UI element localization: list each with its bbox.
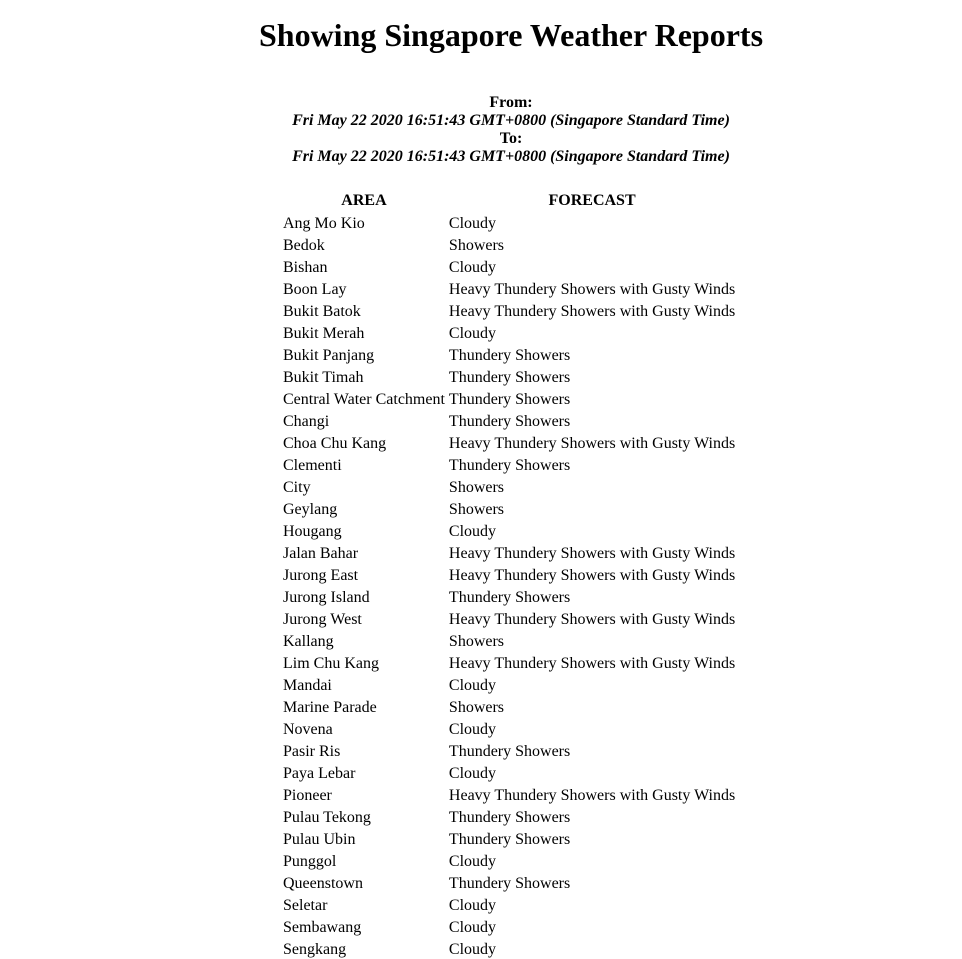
forecast-cell: Heavy Thundery Showers with Gusty Winds	[448, 787, 736, 804]
table-row	[282, 566, 736, 586]
table-row	[282, 786, 736, 806]
from-label: From:	[489, 94, 533, 111]
table-row	[282, 456, 736, 476]
area-cell: Marine Parade	[283, 699, 377, 716]
area-cell: Changi	[283, 413, 330, 430]
table-row	[282, 808, 736, 828]
forecast-cell: Showers	[448, 479, 505, 496]
table-row	[282, 258, 736, 278]
forecast-cell: Thundery Showers	[448, 391, 571, 408]
forecast-cell: Heavy Thundery Showers with Gusty Winds	[448, 567, 736, 584]
table-row	[282, 940, 736, 959]
area-cell: Novena	[283, 721, 333, 738]
area-cell: Punggol	[283, 853, 337, 870]
area-cell: Pulau Tekong	[283, 809, 371, 826]
area-cell: Kallang	[283, 633, 334, 650]
table-row	[282, 720, 736, 740]
area-cell: Jurong West	[283, 611, 362, 628]
forecast-cell: Cloudy	[448, 765, 497, 782]
forecast-cell: Cloudy	[448, 941, 497, 958]
area-cell: Bukit Timah	[283, 369, 364, 386]
area-cell: Bishan	[283, 259, 328, 276]
table-row	[282, 500, 736, 520]
forecast-cell: Thundery Showers	[448, 875, 571, 892]
forecast-cell: Cloudy	[448, 721, 497, 738]
area-cell: Clementi	[283, 457, 342, 474]
forecast-cell: Heavy Thundery Showers with Gusty Winds	[448, 611, 736, 628]
table-row	[282, 412, 736, 432]
forecast-cell: Thundery Showers	[448, 413, 571, 430]
forecast-cell: Cloudy	[448, 325, 497, 342]
area-cell: Bukit Batok	[283, 303, 361, 320]
table-row	[282, 918, 736, 938]
forecast-cell: Thundery Showers	[448, 831, 571, 848]
page-title: Showing Singapore Weather Reports	[258, 17, 764, 53]
table-row	[282, 368, 736, 388]
area-cell: Paya Lebar	[283, 765, 356, 782]
forecast-cell: Thundery Showers	[448, 457, 571, 474]
area-cell: Jurong Island	[283, 589, 370, 606]
table-row	[282, 434, 736, 454]
area-cell: Sengkang	[283, 941, 347, 958]
table-row	[282, 698, 736, 718]
forecast-cell: Showers	[448, 237, 505, 254]
table-row	[282, 632, 736, 652]
forecast-cell: Heavy Thundery Showers with Gusty Winds	[448, 655, 736, 672]
forecast-cell: Heavy Thundery Showers with Gusty Winds	[448, 281, 736, 298]
forecast-cell: Heavy Thundery Showers with Gusty Winds	[448, 303, 736, 320]
table-row	[282, 896, 736, 916]
area-cell: Pasir Ris	[283, 743, 341, 760]
area-cell: Hougang	[283, 523, 342, 540]
forecast-table-body	[282, 214, 736, 959]
forecast-cell: Heavy Thundery Showers with Gusty Winds	[448, 545, 736, 562]
forecast-cell: Thundery Showers	[448, 369, 571, 386]
table-row	[282, 324, 736, 344]
area-cell: City	[283, 479, 311, 496]
forecast-cell: Cloudy	[448, 259, 497, 276]
table-row	[282, 522, 736, 542]
forecast-cell: Showers	[448, 501, 505, 518]
to-value: Fri May 22 2020 16:51:43 GMT+0800 (Singapore Standard Time)	[292, 148, 730, 165]
table-row	[282, 544, 736, 564]
from-value: Fri May 22 2020 16:51:43 GMT+0800 (Singapore Standard Time)	[292, 112, 730, 129]
forecast-cell: Cloudy	[448, 853, 497, 870]
area-cell: Pioneer	[283, 787, 332, 804]
forecast-cell: Cloudy	[448, 919, 497, 936]
area-cell: Choa Chu Kang	[283, 435, 387, 452]
area-cell: Jalan Bahar	[283, 545, 359, 562]
table-row	[282, 236, 736, 256]
area-cell: Lim Chu Kang	[283, 655, 379, 672]
area-cell: Queenstown	[283, 875, 363, 892]
area-cell: Pulau Ubin	[283, 831, 356, 848]
table-row	[282, 764, 736, 784]
forecast-cell: Thundery Showers	[448, 809, 571, 826]
forecast-cell: Thundery Showers	[448, 743, 571, 760]
to-label: To:	[499, 130, 523, 147]
forecast-cell: Showers	[448, 699, 505, 716]
table-row	[282, 478, 736, 498]
forecast-cell: Cloudy	[448, 215, 497, 232]
table-row	[282, 280, 736, 300]
table-row	[282, 390, 736, 410]
area-cell: Bukit Merah	[283, 325, 365, 342]
area-cell: Boon Lay	[283, 281, 347, 298]
area-cell: Ang Mo Kio	[283, 215, 365, 232]
table-header-row	[282, 190, 736, 212]
table-row	[282, 654, 736, 674]
forecast-table	[280, 188, 738, 959]
table-row	[282, 852, 736, 872]
table-row	[282, 676, 736, 696]
forecast-cell: Showers	[448, 633, 505, 650]
table-row	[282, 346, 736, 366]
table-row	[282, 610, 736, 630]
forecast-column-header: FORECAST	[548, 192, 636, 209]
area-cell: Bedok	[283, 237, 325, 254]
area-cell: Jurong East	[283, 567, 359, 584]
table-row	[282, 830, 736, 850]
area-column-header: AREA	[341, 192, 387, 209]
table-row	[282, 588, 736, 608]
table-row	[282, 874, 736, 894]
forecast-cell: Cloudy	[448, 677, 497, 694]
area-cell: Geylang	[283, 501, 338, 518]
table-row	[282, 302, 736, 322]
forecast-cell: Thundery Showers	[448, 347, 571, 364]
forecast-cell: Heavy Thundery Showers with Gusty Winds	[448, 435, 736, 452]
area-cell: Bukit Panjang	[283, 347, 375, 364]
forecast-cell: Cloudy	[448, 897, 497, 914]
forecast-cell: Thundery Showers	[448, 589, 571, 606]
area-cell: Sembawang	[283, 919, 362, 936]
table-row	[282, 214, 736, 234]
date-range	[0, 94, 962, 166]
table-row	[282, 742, 736, 762]
forecast-cell: Cloudy	[448, 523, 497, 540]
area-cell: Mandai	[283, 677, 332, 694]
area-cell: Seletar	[283, 897, 328, 914]
area-cell: Central Water Catchment	[283, 391, 445, 408]
